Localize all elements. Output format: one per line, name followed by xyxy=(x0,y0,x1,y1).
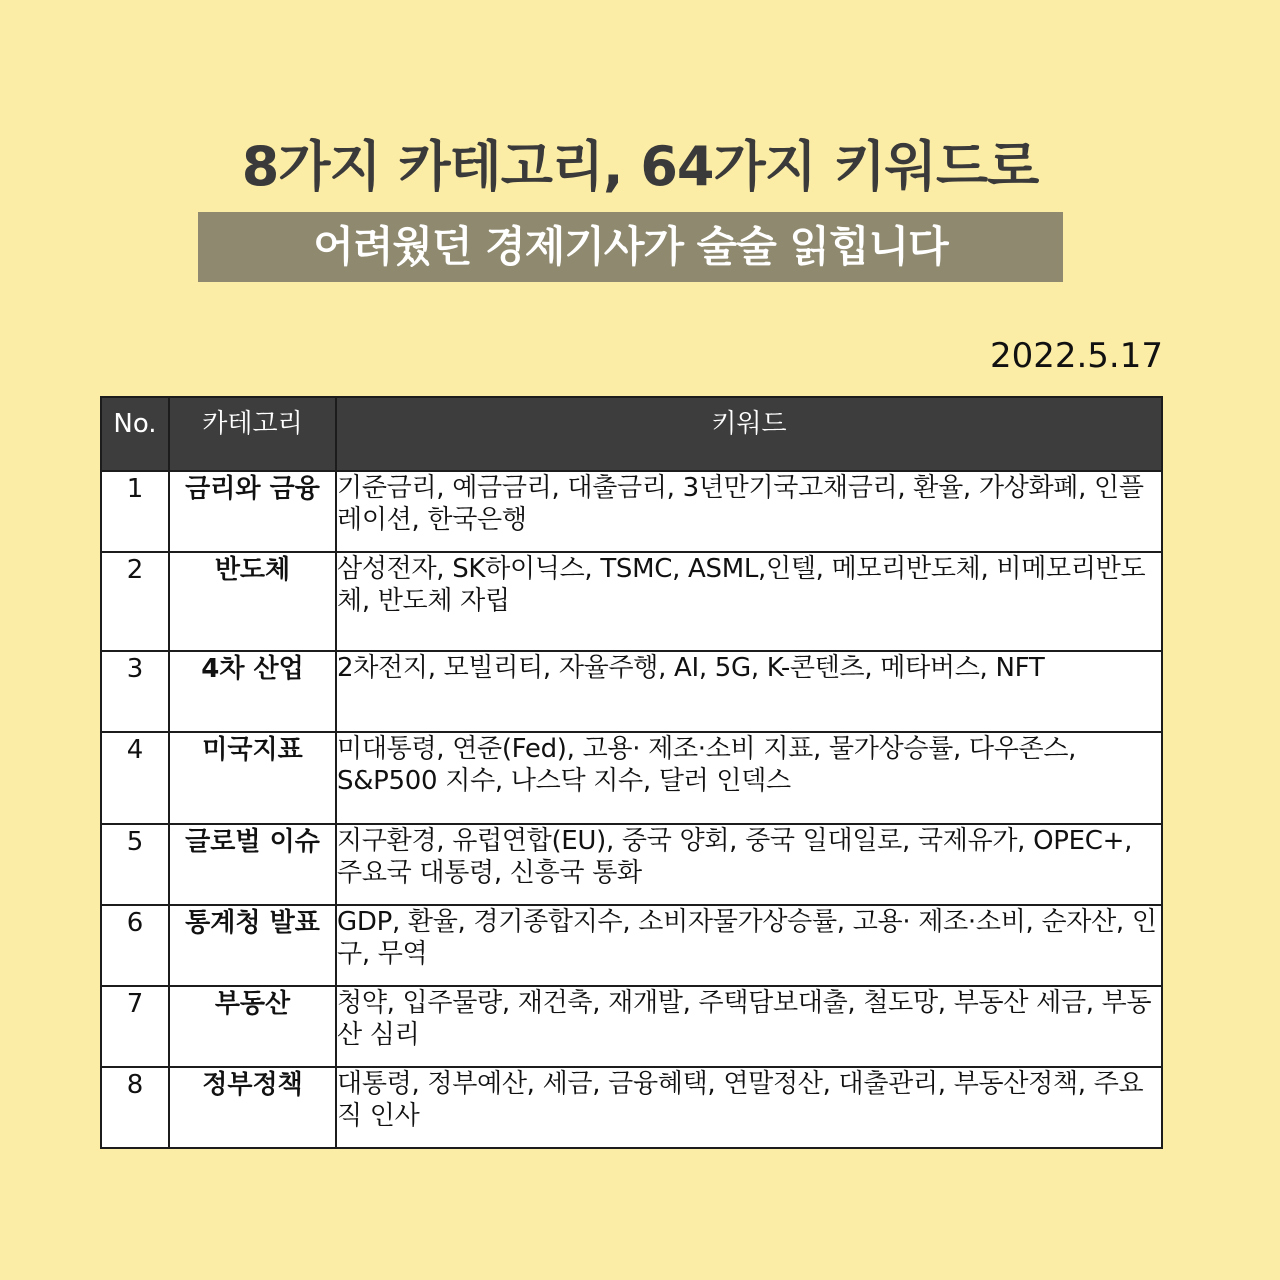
row-number: 4 xyxy=(101,732,169,824)
date-label: 2022.5.17 xyxy=(989,336,1163,376)
table-row xyxy=(101,1067,1162,1148)
row-number: 6 xyxy=(101,905,169,986)
row-keywords: 기준금리, 예금금리, 대출금리, 3년만기국고채금리, 환율, 가상화폐, 인플레이션, 한국은행 xyxy=(336,471,1162,552)
table-row xyxy=(101,651,1162,732)
row-category: 금리와 금융 xyxy=(169,471,336,552)
row-number: 7 xyxy=(101,986,169,1067)
row-category: 정부정책 xyxy=(169,1067,336,1148)
row-number: 3 xyxy=(101,651,169,732)
row-number: 8 xyxy=(101,1067,169,1148)
row-number: 1 xyxy=(101,471,169,552)
row-keywords: 청약, 입주물량, 재건축, 재개발, 주택담보대출, 철도망, 부동산 세금, 부동산 심리 xyxy=(336,986,1162,1067)
row-number: 5 xyxy=(101,824,169,905)
column-header-no: No. xyxy=(101,397,169,471)
row-category: 4차 산업 xyxy=(169,651,336,732)
keyword-table xyxy=(100,396,1163,1149)
page-title: 8가지 카테고리, 64가지 키워드로 xyxy=(241,135,1039,198)
row-keywords: 2차전지, 모빌리티, 자율주행, AI, 5G, K-콘텐츠, 메타버스, NFT xyxy=(336,651,1162,732)
table-row xyxy=(101,986,1162,1067)
subtitle-text: 어려웠던 경제기사가 술술 읽힙니다 xyxy=(313,222,948,271)
row-category: 통계청 발표 xyxy=(169,905,336,986)
row-category: 글로벌 이슈 xyxy=(169,824,336,905)
table-row xyxy=(101,732,1162,824)
column-header-keywords: 키워드 xyxy=(336,397,1162,471)
row-keywords: 지구환경, 유럽연합(EU), 중국 양회, 중국 일대일로, 국제유가, OPEC+, 주요국 대통령, 신흥국 통화 xyxy=(336,824,1162,905)
row-number: 2 xyxy=(101,552,169,651)
table-row xyxy=(101,552,1162,651)
table-header-row xyxy=(101,397,1162,471)
subtitle-banner xyxy=(198,212,1063,282)
row-category: 부동산 xyxy=(169,986,336,1067)
row-keywords: 대통령, 정부예산, 세금, 금융혜택, 연말정산, 대출관리, 부동산정책, 주요직 인사 xyxy=(336,1067,1162,1148)
row-category: 미국지표 xyxy=(169,732,336,824)
row-keywords: 미대통령, 연준(Fed), 고용· 제조·소비 지표, 물가상승률, 다우존스, S&P500 지수, 나스닥 지수, 달러 인덱스 xyxy=(336,732,1162,824)
row-keywords: 삼성전자, SK하이닉스, TSMC, ASML,인텔, 메모리반도체, 비메모리반도체, 반도체 자립 xyxy=(336,552,1162,651)
column-header-category: 카테고리 xyxy=(169,397,336,471)
row-category: 반도체 xyxy=(169,552,336,651)
table-row xyxy=(101,824,1162,905)
table-row xyxy=(101,471,1162,552)
table-row xyxy=(101,905,1162,986)
row-keywords: GDP, 환율, 경기종합지수, 소비자물가상승률, 고용· 제조·소비, 순자산, 인구, 무역 xyxy=(336,905,1162,986)
